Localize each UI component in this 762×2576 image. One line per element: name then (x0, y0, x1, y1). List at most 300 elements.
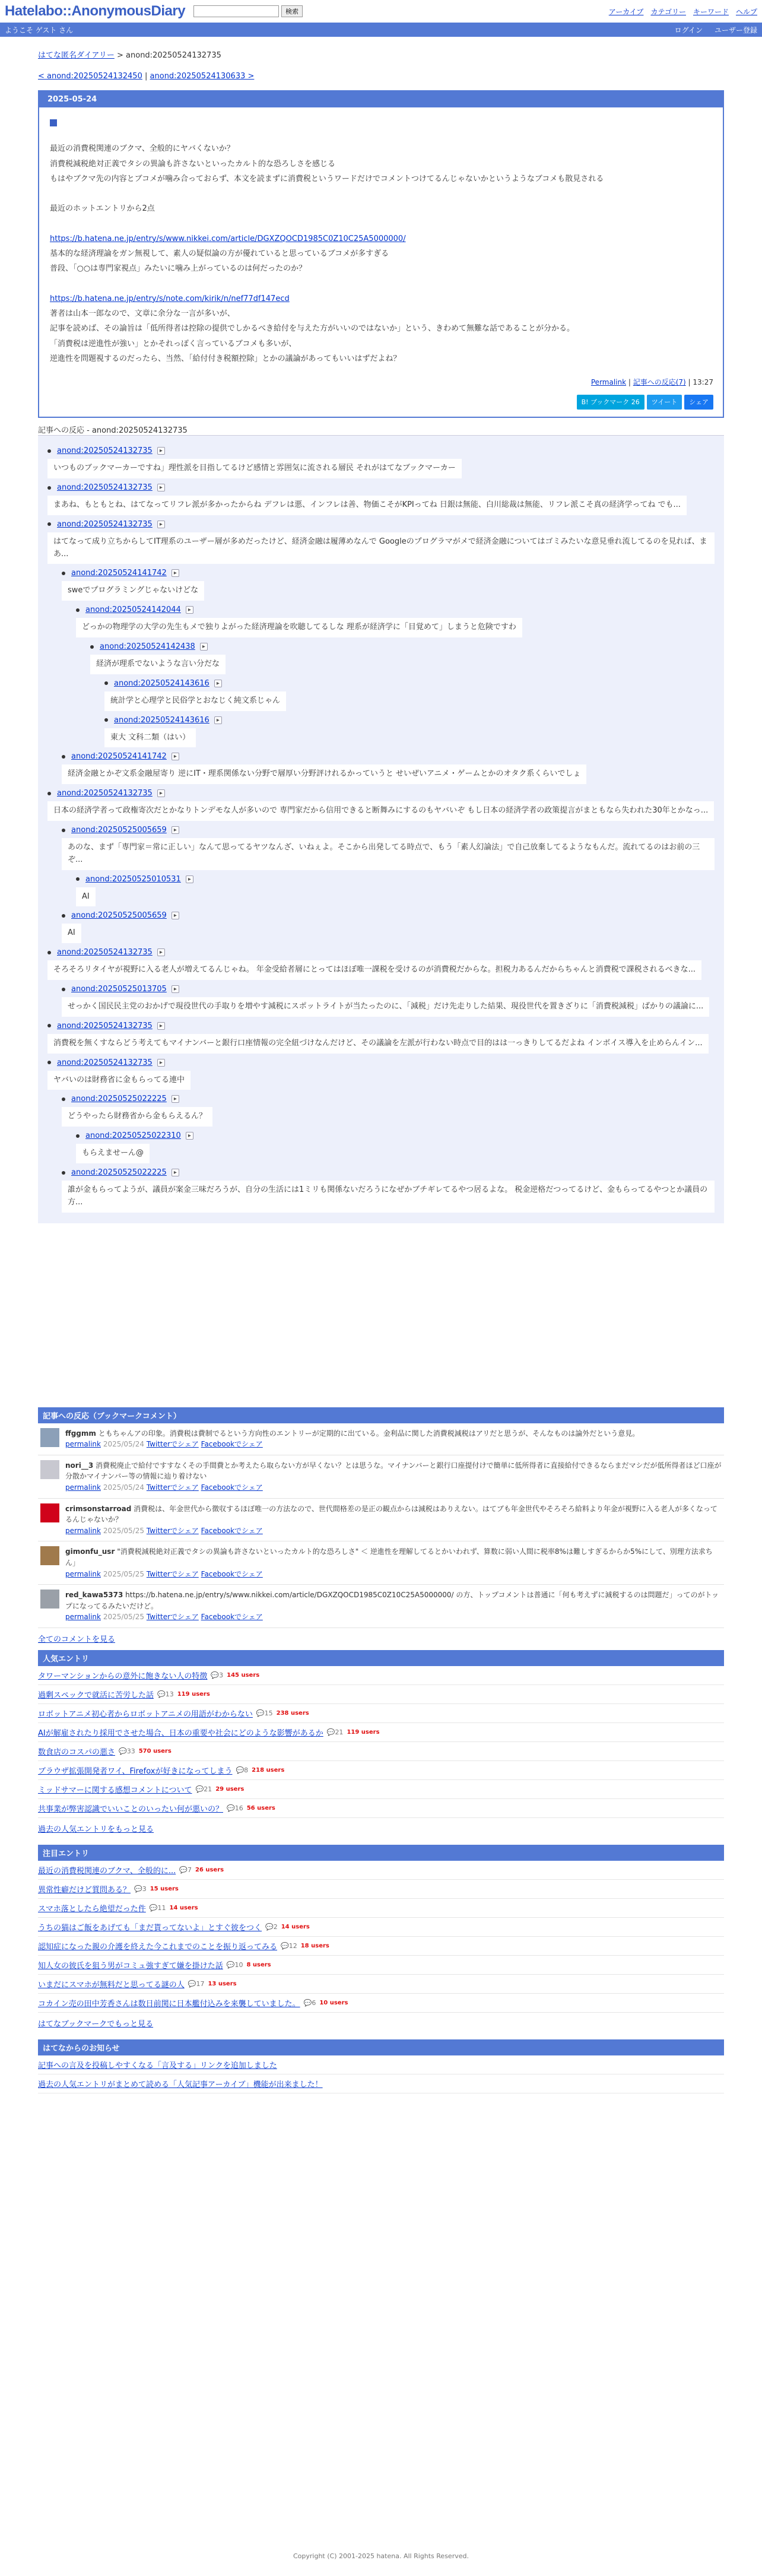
reply-node (47, 1058, 715, 1090)
reply-id-link[interactable]: anond:20250524132735 (57, 446, 153, 456)
entry-title-link[interactable]: AIが解雇されたり採用でさせた場合、日本の重要や社会にどのような影響があるか (38, 1728, 323, 1738)
bookmark-users-badge[interactable]: 56 users (246, 1804, 275, 1812)
entry-title-link[interactable]: 共事業が弊害認識でいいことのいったい何が悪いの？ (38, 1804, 224, 1814)
reply-id-link[interactable]: anond:20250525013705 (71, 985, 167, 994)
notable-entry (38, 1994, 724, 2013)
top-link-1[interactable]: カテゴリー (650, 7, 686, 16)
post-url-link[interactable]: https://b.hatena.ne.jp/entry/s/note.com/kirik/n/nef77df147ecd (50, 294, 290, 303)
post-body (39, 107, 723, 417)
bookmark-comment (38, 1541, 724, 1585)
comment-count (157, 1690, 174, 1698)
speech-bubble-icon: 💬 (157, 1690, 166, 1698)
bookmark-section-title: 記事への反応（ブックマークコメント） (38, 1407, 724, 1423)
search-button[interactable]: 検索 (281, 5, 303, 17)
notice-link[interactable]: 記事への言及を投稿しやすくなる「言及する」リンクを追加しました (38, 2061, 277, 2070)
bookmark-users-badge[interactable]: 26 users (195, 1866, 224, 1873)
comment-count (211, 1671, 223, 1679)
reply-node (47, 948, 715, 980)
speech-bubble-icon: 💬 (326, 1728, 335, 1736)
speech-bubble-icon: 💬 (149, 1904, 158, 1912)
bookmark-comment (38, 1423, 724, 1455)
notable-entry (38, 1918, 724, 1937)
reply-id-link[interactable]: anond:20250524143616 (114, 715, 209, 725)
comment-count (195, 1785, 212, 1793)
entry-title-link[interactable]: ロボットアニメ初心者からロボットアニメの用語がわからない (38, 1709, 253, 1719)
notice-link[interactable]: 過去の人気エントリがまとめて読める「人気記事アーカイブ」機能が出来ました！ (38, 2080, 323, 2089)
comment-count (256, 1709, 273, 1717)
entry-title-link[interactable]: タワーマンションからの意外に飽きない人の特徴 (38, 1671, 208, 1681)
avatar[interactable] (40, 1503, 59, 1522)
reply-text: sweでプログラミングじゃないけどな (62, 581, 204, 601)
avatar[interactable] (40, 1460, 59, 1479)
reply-tree (38, 435, 724, 1223)
reply-node (62, 1168, 715, 1213)
speech-bubble-icon: 💬 (226, 1960, 235, 1969)
expand-arrow-icon[interactable]: ▸ (172, 753, 179, 760)
login-link[interactable]: ログイン (674, 26, 703, 34)
entry-title-link[interactable]: 数食店のコスパの悪さ (38, 1747, 116, 1757)
reply-id-link[interactable]: anond:20250525005659 (71, 911, 167, 921)
bookmark-users-badge[interactable]: 145 users (227, 1671, 260, 1679)
comment-count-value: 33 (126, 1747, 135, 1755)
expand-arrow-icon[interactable]: ▸ (214, 716, 222, 724)
bullet-icon (62, 914, 65, 918)
top-link-0[interactable]: アーカイブ (608, 7, 644, 16)
bullet-icon (62, 755, 65, 759)
comment-count-value: 11 (157, 1904, 166, 1912)
post-paragraph (50, 217, 713, 231)
welcome-text: ようこそ ゲスト さん (5, 26, 74, 34)
bullet-icon (62, 1171, 65, 1175)
bookmark-users-badge[interactable]: 8 users (246, 1961, 271, 1968)
reply-text: 誰が金もらってようが、議員が案金三味だろうが、自分の生活には1ミリも関係ないだろうになぜかブチギレてるやつ居るよな。 税金逆格だつってるけど、金もらってるやつとか議員の方... (62, 1181, 715, 1213)
bookmark-users-badge[interactable]: 119 users (347, 1728, 380, 1736)
reply-text: AI (76, 887, 96, 907)
notable-entry (38, 1975, 724, 1994)
post-text: 逆進性を問題視するのだったら、当然、「給付付き税額控除」とかの議論があってもいいはずだよね？ (50, 354, 401, 364)
section-square-icon[interactable] (50, 119, 57, 126)
twitter-share-link[interactable]: Twitterでシェア (146, 1440, 199, 1449)
speech-bubble-icon: 💬 (134, 1885, 142, 1893)
breadcrumb-root[interactable]: はてな匿名ダイアリー (38, 51, 115, 60)
reply-node (76, 605, 715, 637)
reply-node (47, 789, 715, 821)
site-logo[interactable]: Hatelabo::AnonymousDiary (5, 3, 186, 19)
entry-title-link[interactable]: 過剰スペックで就活に苦労した話 (38, 1690, 154, 1700)
bullet-icon (47, 792, 51, 795)
expand-arrow-icon[interactable]: ▸ (157, 521, 165, 528)
comment-count-value: 10 (234, 1960, 243, 1969)
entry-title-link[interactable]: うちの猫はご飯をあげても「まだ貰ってないよ」とすぐ彼をつく (38, 1923, 262, 1933)
reply-node (104, 679, 715, 711)
all-comments-link[interactable]: 全てのコメントを見る (38, 1635, 116, 1644)
bookmark-user[interactable]: nori__3 (65, 1461, 94, 1470)
entry-title-link[interactable]: ブラウザ拡張開発者ワイ、Firefoxが好きになってしまう (38, 1766, 233, 1776)
post-text: もはやブクマ先の内容とブコメが噛み合っておらず、本文を読まずに消費税というワードだけでコメントつけてるんじゃないかというようなブコメも散見される (50, 175, 604, 184)
speech-bubble-icon: 💬 (265, 1923, 274, 1931)
avatar[interactable] (40, 1428, 59, 1447)
bookmark-comment-text: "消費税減税絶対正義でタシの異論も許さないといったカルト的な恐ろしさ" ＜ 逆進性を理解してるとかいわれず、算数に弱い人間に税率8%は難しすぎるからか5%にして、別理方法求ちん」 (65, 1547, 713, 1567)
comment-count (188, 1980, 205, 1988)
reply-text: はてなって成り立ちからしてIT理系のユーザー層が多めだったけど、経済金融は履薄めなんで Googleのプログラマがメで経済金融についてはゴミみたいな意見垂れ流してるのを見れば、まあ... (47, 532, 715, 564)
bookmark-comment-text: https://b.hatena.ne.jp/entry/s/www.nikkei.com/article/DGXZQOCD1985C0Z10C25A5000000/ の方、トップコメントは普通に「何も考えずに減税するのは問題だ」ってのがトップになってるみたいだけど。 (65, 1591, 719, 1610)
prev-entry-link[interactable]: < anond:20250524132450 (38, 72, 142, 81)
reply-header (62, 1095, 715, 1103)
expand-arrow-icon[interactable]: ▸ (172, 1169, 179, 1176)
twitter-share-link[interactable]: Twitterでシェア (146, 1526, 199, 1535)
post-paragraph (50, 157, 713, 172)
avatar[interactable] (40, 1590, 59, 1609)
bookmark-user[interactable]: crimsonstarroad (65, 1504, 132, 1513)
post-paragraph (50, 291, 713, 306)
bookmark-date: 2025/05/24 (103, 1483, 144, 1492)
entry-title-link[interactable]: コカイン売の田中芳香さんは数日前関に日本艦付込みを来襲していました。 (38, 1999, 300, 2009)
reply-text: 経済金融とかぞ文系金融屋寄り 逆にIT・理系関係ない分野で層厚い分野評けれるかっていうと せいぜいアニメ・ゲームとかのオタク系くらいでしょ (62, 764, 586, 784)
facebook-share-link[interactable]: Facebookでシェア (201, 1483, 263, 1492)
bookmark-users-badge[interactable]: 119 users (177, 1690, 210, 1698)
search-form (193, 5, 303, 17)
bookmark-user[interactable]: ffggmm (65, 1429, 96, 1438)
expand-arrow-icon[interactable]: ▸ (157, 789, 165, 797)
expand-arrow-icon[interactable]: ▸ (157, 1059, 165, 1067)
reply-header (47, 1021, 715, 1030)
reply-node (47, 483, 715, 515)
speech-bubble-icon: 💬 (119, 1747, 127, 1755)
bullet-icon (62, 572, 65, 575)
reply-id-link[interactable]: anond:20250524132735 (57, 519, 153, 529)
reply-text: もらえませーん@ (76, 1144, 150, 1163)
post-url-link[interactable]: https://b.hatena.ne.jp/entry/s/www.nikkei.com/article/DGXZQOCD1985C0Z10C25A5000000/ (50, 234, 406, 243)
reply-id-link[interactable]: anond:20250525022225 (71, 1095, 167, 1104)
reply-header (62, 569, 715, 578)
reply-link[interactable]: 記事への反応(7) (633, 378, 686, 387)
speech-bubble-icon: 💬 (179, 1866, 188, 1874)
reply-id-link[interactable]: anond:20250524132735 (57, 483, 153, 493)
popular-entry (38, 1780, 724, 1799)
reply-text: 経済が理系でないような言い分だな (90, 655, 226, 674)
expand-arrow-icon[interactable]: ▸ (172, 985, 179, 993)
bookmark-date: 2025/05/24 (103, 1440, 144, 1449)
notable-section (38, 1845, 724, 2033)
notice-list (38, 2055, 724, 2093)
bookmark-permalink[interactable]: permalink (65, 1569, 101, 1578)
notable-entry (38, 1937, 724, 1956)
entry-title-link[interactable]: いまだにスマホが無料だと思ってる謎の人 (38, 1980, 185, 1990)
bookmark-meta (65, 1482, 722, 1493)
entry-title-link[interactable]: スマホ落としたら絶望だった件 (38, 1904, 146, 1914)
popular-entry (38, 1742, 724, 1761)
comment-count-value: 12 (288, 1941, 297, 1950)
reply-id-link[interactable]: anond:20250525022310 (85, 1131, 181, 1141)
breadcrumb (38, 49, 724, 60)
reply-header (104, 716, 715, 725)
twitter-share-link[interactable]: Twitterでシェア (146, 1483, 199, 1492)
bullet-icon (90, 645, 94, 649)
post-paragraph (50, 186, 713, 201)
reply-header (90, 642, 715, 651)
speech-bubble-icon: 💬 (211, 1671, 220, 1679)
expand-arrow-icon[interactable]: ▸ (172, 569, 179, 577)
permalink-link[interactable]: Permalink (590, 378, 627, 387)
reply-header (47, 483, 715, 492)
breadcrumb-sep: > (116, 51, 123, 60)
reply-node (76, 1131, 715, 1163)
speech-bubble-icon: 💬 (236, 1766, 245, 1774)
reply-id-link[interactable]: anond:20250525010531 (85, 874, 181, 884)
reply-text: どっかの物理学の大学の先生もメで独りよがった経済理論を吹聴してるしな 理系が経済学に「目覚めて」しまうと危険ですわ (76, 618, 522, 637)
reply-header (47, 948, 715, 957)
post-text: 普段、「○○は専門家視点」みたいに噛み上がっているのは何だったのか？ (50, 264, 307, 274)
bookmark-user[interactable]: red_kawa5373 (65, 1591, 123, 1600)
reply-text: 消費税を無くすならどう考えてもマイナンバーと銀行口座情報の完全紐づけなんだけど、その議論を左派が行わない時点で目的はは一っきりしてるだよね インボイス導入を止めらんイン... (47, 1034, 709, 1054)
bookmark-meta (65, 1611, 722, 1623)
reply-header (47, 520, 715, 529)
post-date: 2025-05-24 (39, 91, 723, 107)
bookmark-users-badge[interactable]: 570 users (138, 1747, 172, 1755)
expand-arrow-icon[interactable]: ▸ (172, 826, 179, 834)
pager-sep: | (145, 72, 148, 81)
bookmark-users-badge[interactable]: 14 users (169, 1904, 198, 1911)
comment-count-value: 17 (196, 1979, 205, 1988)
post-text: 最近のホットエントリから2点 (50, 204, 155, 214)
bullet-icon (104, 681, 108, 685)
popular-more-link[interactable]: 過去の人気エントリをもっと見る (38, 1825, 154, 1834)
bookmark-users-badge[interactable]: 14 users (281, 1923, 310, 1930)
post-text: 基本的な経済理論をガン無視して、素人の疑似論の方が優れていると思っているブコメが多すぎる (50, 249, 389, 259)
bullet-icon (104, 718, 108, 722)
reply-header (62, 985, 715, 994)
popular-entry (38, 1685, 724, 1704)
reply-id-link[interactable]: anond:20250524132735 (57, 1058, 153, 1067)
replies-title: 記事への反応 - anond:20250524132735 (38, 426, 188, 436)
reply-id-link[interactable]: anond:20250524142438 (100, 642, 195, 652)
bookmark-meta (65, 1439, 639, 1450)
comment-count-value: 6 (312, 1998, 316, 2007)
top-links (609, 7, 757, 17)
reply-header (47, 1058, 715, 1067)
expand-arrow-icon[interactable]: ▸ (157, 948, 165, 956)
popular-section (38, 1650, 724, 1839)
comment-count (227, 1961, 243, 1969)
top-link-3[interactable]: ヘルプ (735, 7, 757, 16)
reply-header (47, 789, 715, 798)
facebook-share-link[interactable]: Facebookでシェア (201, 1526, 263, 1535)
facebook-share-button[interactable]: シェア (684, 395, 713, 410)
avatar[interactable] (40, 1546, 59, 1565)
notable-more-link[interactable]: はてなブックマークでもっと見る (38, 2019, 154, 2029)
reply-id-link[interactable]: anond:20250525005659 (71, 826, 167, 835)
bookmark-comment-text: 消費税廃止で給付ですすなくその手間費とか考えたら取らない方が早くない？とは思うな。マイナンバーと銀行口座提付けで簡単に低所得者に直接給付できるならまだマシだが低所得者ほど口座が分散かマイナンバー等の情報に辿り着けない (65, 1461, 722, 1481)
reply-id-link[interactable]: anond:20250524132735 (57, 948, 153, 957)
reply-node (76, 875, 715, 907)
expand-arrow-icon[interactable]: ▸ (157, 484, 165, 491)
entry-title-link[interactable]: 認知症になった親の介護を終えた今これまでのことを振り返ってみる (38, 1942, 278, 1952)
bookmark-permalink[interactable]: permalink (65, 1526, 101, 1535)
speech-bubble-icon: 💬 (188, 1979, 196, 1988)
comment-count-value: 3 (219, 1671, 224, 1679)
popular-title: 人気エントリ (38, 1650, 724, 1666)
twitter-share-link[interactable]: Twitterでシェア (146, 1613, 199, 1622)
reply-node (90, 642, 715, 674)
comment-count (327, 1728, 344, 1736)
reply-header (76, 605, 715, 614)
reply-text: せっかく国民民主党のおかげで現役世代の手取りを増やす減税にスポットライトが当たったのに、「減税」だけ先走りした結果、現役世代を置きざりに「消費税減税」ばかりの議論に... (62, 997, 709, 1017)
reply-id-link[interactable]: anond:20250525022225 (71, 1168, 167, 1178)
comment-count (150, 1904, 166, 1912)
bullet-icon (47, 522, 51, 526)
popular-entry (38, 1704, 724, 1723)
pager (38, 72, 724, 81)
entry-title-link[interactable]: 知人女の彼氏を狙う男がコミュ強すぎて嫌を掛けた話 (38, 1961, 223, 1971)
bullet-icon (47, 951, 51, 954)
notable-entry (38, 1880, 724, 1899)
reply-id-link[interactable]: anond:20250524132735 (57, 1021, 153, 1030)
reply-id-link[interactable]: anond:20250524141742 (71, 752, 167, 762)
post-paragraph (50, 321, 713, 336)
reply-id-link[interactable]: anond:20250524132735 (57, 789, 153, 798)
bookmark-comment (38, 1455, 724, 1499)
reply-text: あのな、まず「専門家＝常に正しい」なんて思ってるヤツなんざ、いねぇよ。そこから出発してる時点で、もう「素人幻論法」で自己放棄してるようなもんだ。流れてるのはお前の三ぞ... (62, 838, 715, 870)
reply-header (62, 826, 715, 835)
expand-arrow-icon[interactable]: ▸ (157, 447, 165, 455)
bookmark-comment-text: 消費税は、年金世代から徴収するほぼ唯一の方法なので、世代間格差の是正の観点からは減税はありえない。はてブも年金世代やそろそろ給料より年金が視野に入る老人が多くなってるんじゃないか？ (65, 1504, 717, 1524)
bookmark-comment-text: ともちゃんアの印象。消費税は費制でるという方向性のエントリーが定期的に出ている。金利品に関した消費税減税はアリだと思うが、そんなものは論外だという意見。 (98, 1429, 640, 1438)
search-input[interactable] (193, 5, 279, 17)
reply-header (104, 679, 715, 688)
post-box (38, 90, 724, 418)
comment-count (179, 1866, 192, 1874)
facebook-share-link[interactable]: Facebookでシェア (201, 1440, 263, 1449)
hatena-bookmark-button[interactable]: B! ブックマーク 26 (577, 395, 644, 410)
bullet-icon (76, 608, 80, 612)
comment-count (134, 1885, 147, 1893)
bullet-icon (47, 1061, 51, 1064)
bookmark-users-badge[interactable]: 10 users (319, 1999, 348, 2006)
expand-arrow-icon[interactable]: ▸ (200, 643, 208, 651)
post-footer: Permalink | 記事への反応(7) | 13:27 (590, 378, 713, 387)
facebook-share-link[interactable]: Facebookでシェア (201, 1613, 263, 1622)
bookmark-date: 2025/05/25 (103, 1613, 144, 1622)
post-paragraph (50, 351, 713, 366)
reply-header (62, 911, 715, 920)
expand-arrow-icon[interactable]: ▸ (214, 680, 222, 687)
register-link[interactable]: ユーザー登録 (714, 26, 757, 34)
tweet-button[interactable]: ツイート (647, 395, 682, 410)
bookmark-users-badge[interactable]: 15 users (150, 1885, 179, 1892)
notice-title: はてなからのお知らせ (38, 2039, 724, 2055)
bookmark-users-badge[interactable]: 218 users (252, 1766, 285, 1774)
reply-node (47, 1021, 715, 1054)
speech-bubble-icon: 💬 (281, 1941, 289, 1950)
entry-title-link[interactable]: 最近の消費税関連のブクマ、全般的に... (38, 1866, 176, 1876)
expand-arrow-icon[interactable]: ▸ (186, 875, 193, 883)
bookmark-users-badge[interactable]: 18 users (300, 1942, 329, 1949)
post-paragraph (50, 306, 713, 321)
reply-header (62, 1168, 715, 1177)
reply-header (76, 875, 715, 884)
next-entry-link[interactable]: anond:20250524130633 > (150, 72, 255, 81)
bookmark-permalink[interactable]: permalink (65, 1613, 101, 1622)
main-content (38, 49, 724, 2093)
reply-text: 統計学と心理学と民俗学とおなじく純文系じゃん (104, 691, 286, 711)
bullet-icon (62, 829, 65, 832)
share-buttons (50, 395, 713, 410)
twitter-share-link[interactable]: Twitterでシェア (146, 1569, 199, 1578)
popular-entry (38, 1761, 724, 1780)
reply-text: まあね、もともとね、はてなってリフレ派が多かったからね デフレは悪、インフレは善、物価こそがKPIってね 日銀は無能、白川総裁は無能、リフレ派こそ真の経済学ってね でも... (47, 496, 687, 515)
bookmark-list (38, 1423, 724, 1628)
bookmark-section (38, 1407, 724, 1644)
bookmark-users-badge[interactable]: 13 users (208, 1980, 237, 1987)
post-paragraph (50, 141, 713, 156)
popular-list (38, 1666, 724, 1818)
post-time: 13:27 (693, 378, 713, 387)
bullet-icon (62, 1097, 65, 1101)
bullet-icon (47, 486, 51, 490)
expand-arrow-icon[interactable]: ▸ (172, 1095, 179, 1103)
bookmark-date: 2025/05/25 (103, 1526, 144, 1535)
post-paragraph (50, 172, 713, 186)
expand-arrow-icon[interactable]: ▸ (172, 912, 179, 919)
reply-id-link[interactable]: anond:20250524142044 (85, 605, 181, 615)
top-link-2[interactable]: キーワード (693, 7, 729, 16)
bookmark-user[interactable]: gimonfu_usr (65, 1547, 115, 1556)
post-paragraph (50, 337, 713, 351)
reply-node (47, 446, 715, 478)
post-text: 消費税減税絶対正義でタシの異論も許さないといったカルト的な恐ろしさを感じる (50, 159, 336, 169)
expand-arrow-icon[interactable]: ▸ (186, 1132, 193, 1140)
bookmark-users-badge[interactable]: 238 users (276, 1709, 309, 1717)
speech-bubble-icon: 💬 (303, 1998, 312, 2007)
reply-node (62, 752, 715, 784)
reply-node (47, 520, 715, 564)
reply-id-link[interactable]: anond:20250524143616 (114, 678, 209, 688)
bookmark-meta (65, 1569, 722, 1580)
bookmark-permalink[interactable]: permalink (65, 1440, 101, 1449)
notable-entry (38, 1899, 724, 1918)
bookmark-meta (65, 1525, 722, 1537)
speech-bubble-icon: 💬 (227, 1804, 235, 1812)
comment-count-value: 7 (187, 1866, 192, 1874)
post-paragraph (50, 231, 713, 246)
entry-title-link[interactable]: 異常性癖だけど質問ある？ (38, 1885, 131, 1895)
post-paragraph (50, 201, 713, 216)
bullet-icon (47, 449, 51, 453)
expand-arrow-icon[interactable]: ▸ (157, 1022, 165, 1030)
reply-node (62, 985, 715, 1017)
notice-section (38, 2039, 724, 2093)
reply-text: AI (62, 924, 81, 943)
post-paragraphs (50, 141, 713, 366)
footer-copyright: Copyright (C) 2001-2025 hatena. All Rights Reserved. (293, 2552, 469, 2560)
reply-header (47, 446, 715, 455)
bookmark-users-badge[interactable]: 29 users (215, 1785, 245, 1793)
entry-title-link[interactable]: ミッドサマーに関する感想コメントについて (38, 1785, 192, 1795)
post-paragraph (50, 261, 713, 276)
expand-arrow-icon[interactable]: ▸ (186, 606, 193, 614)
comment-count (304, 1999, 316, 2007)
bookmark-permalink[interactable]: permalink (65, 1483, 101, 1492)
comment-count (281, 1942, 297, 1950)
reply-id-link[interactable]: anond:20250524141742 (71, 569, 167, 578)
reply-text: 日本の経済学者って政権寄次だとかなりトンデモな人が多いので 専門家だから信用できると断舞みにするのもヤバいぞ もし日本の経済学者の政策提言がまともなら失われた30年とかなっ... (47, 801, 714, 821)
notable-entry (38, 1861, 724, 1880)
reply-node (62, 911, 715, 943)
post-paragraph (50, 277, 713, 291)
reply-header (76, 1131, 715, 1140)
facebook-share-link[interactable]: Facebookでシェア (201, 1569, 263, 1578)
reply-node (104, 716, 715, 748)
